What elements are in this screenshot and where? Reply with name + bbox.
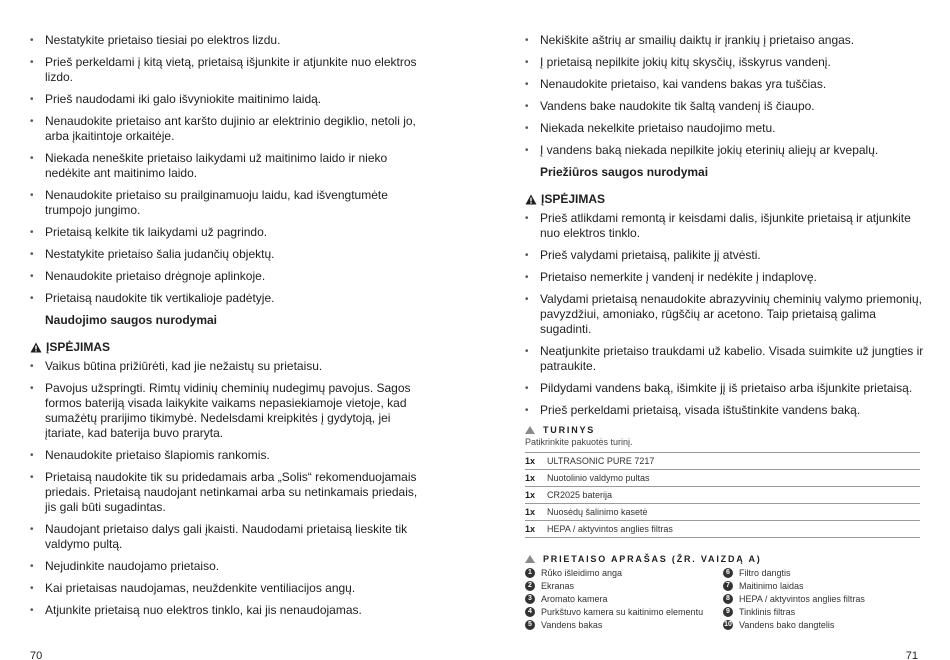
- table-row: [525, 470, 920, 487]
- qty-cell: 1x: [525, 487, 547, 504]
- part-label: HEPA / aktyvintos anglies filtras: [739, 593, 865, 604]
- qty-cell: 1x: [525, 504, 547, 521]
- number-badge: 9: [723, 607, 733, 617]
- number-badge: 8: [723, 594, 733, 604]
- contents-title-text: TURINYS: [543, 425, 596, 435]
- number-badge: 2: [525, 581, 535, 591]
- part-label: Vandens bakas: [541, 619, 603, 630]
- list-item: • Nekiškite aštrių ar smailių daiktų ir įrankių į prietaiso angas.: [525, 33, 925, 48]
- left-bullets-b: [30, 359, 430, 618]
- care-safety-heading: Priežiūros saugos nurodymai: [540, 165, 709, 179]
- part-label: Tinklinis filtras: [739, 606, 796, 617]
- list-item: • Neatjunkite prietaiso traukdami už kabelio. Visada suimkite už jungties ir patraukite.: [525, 344, 925, 374]
- qty-cell: 1x: [525, 521, 547, 538]
- warning-heading: [30, 340, 430, 355]
- list-item: • Niekada neneškite prietaiso laikydami už maitinimo laido ir nieko nedėkite ant maitinimo laido.: [30, 151, 430, 181]
- page-number-left: 70: [30, 650, 43, 660]
- description-title: [525, 554, 925, 564]
- list-item: • Naudojant prietaiso dalys gali įkaisti. Naudodami prietaisą lieskite tik valdymo pultą.: [30, 522, 430, 552]
- parts-list: [525, 566, 925, 631]
- part-item: [723, 579, 921, 592]
- list-item: • Prietaisą naudokite tik vertikalioje padėtyje.: [30, 291, 430, 306]
- list-item: • Į prietaisą nepilkite jokių kitų skysčių, išskyrus vandenį.: [525, 55, 925, 70]
- part-item: [723, 566, 921, 579]
- list-item: • Nestatykite prietaiso tiesiai po elektros lizdu.: [30, 33, 430, 48]
- list-item: • Vaikus būtina prižiūrėti, kad jie nežaistų su prietaisu.: [30, 359, 430, 374]
- triangle-icon: [525, 426, 535, 434]
- item-cell: ULTRASONIC PURE 7217: [547, 453, 920, 470]
- list-item: • Kai prietaisas naudojamas, neuždenkite ventiliacijos angų.: [30, 581, 430, 596]
- warning-icon: [525, 194, 537, 205]
- list-item: • Vandens bake naudokite tik šaltą vandenį iš čiaupo.: [525, 99, 925, 114]
- number-badge: 7: [723, 581, 733, 591]
- list-item: • Į vandens baką niekada nepilkite jokių eterinių aliejų ar kvepalų.: [525, 143, 925, 158]
- list-item: • Nenaudokite prietaiso su prailginamuoju laidu, kad išvengtumėte trumpojo jungimo.: [30, 188, 430, 218]
- usage-safety-heading: Naudojimo saugos nurodymai: [45, 313, 218, 327]
- part-item: [525, 566, 723, 579]
- part-label: Purkštuvo kamera su kaitinimo elementu: [541, 606, 704, 617]
- part-item: [525, 579, 723, 592]
- list-item: • Nenaudokite prietaiso ant karšto dujinio ar elektrinio degiklio, netoli jo, arba įkaitintoje orkaitėje.: [30, 114, 430, 144]
- item-cell: CR2025 baterija: [547, 487, 920, 504]
- number-badge: 3: [525, 594, 535, 604]
- contents-note: Patikrinkite pakuotės turinį.: [525, 437, 633, 447]
- number-badge: 4: [525, 607, 535, 617]
- list-item: • Niekada nekelkite prietaiso naudojimo metu.: [525, 121, 925, 136]
- list-item: • Prietaisą kelkite tik laikydami už pagrindo.: [30, 225, 430, 240]
- list-item: • Prietaiso nemerkite į vandenį ir nedėkite į indaplovę.: [525, 270, 925, 285]
- contents-table: [525, 452, 920, 538]
- list-item: • Prieš valydami prietaisą, palikite jį atvėsti.: [525, 248, 925, 263]
- part-item: [525, 605, 723, 618]
- part-label: Aromato kamera: [541, 593, 608, 604]
- left-page: [30, 33, 430, 625]
- part-label: Vandens bako dangtelis: [739, 619, 835, 630]
- item-cell: Nuosėdų šalinimo kasetė: [547, 504, 920, 521]
- number-badge: 5: [525, 620, 535, 630]
- right-bullets-a: [525, 33, 925, 158]
- list-item: • Prieš perkeldami prietaisą, visada ištuštinkite vandens baką.: [525, 403, 925, 418]
- part-label: Ekranas: [541, 580, 575, 591]
- list-item: • Prietaisą naudokite tik su pridedamais arba „Solis“ rekomenduojamais priedais. Prietaisą naudojant netinkamai arba su netinkamais priedais, jis gali būti sugadintas.: [30, 470, 430, 515]
- triangle-icon: [525, 555, 535, 563]
- list-item: • Pildydami vandens baką, išimkite jį iš prietaiso arba išjunkite prietaisą.: [525, 381, 925, 396]
- table-row: [525, 487, 920, 504]
- list-item: • Prieš atlikdami remontą ir keisdami dalis, išjunkite prietaisą ir atjunkite nuo elektros tinklo.: [525, 211, 925, 241]
- warning-icon: [30, 342, 42, 353]
- list-item: • Nenaudokite prietaiso šlapiomis rankomis.: [30, 448, 430, 463]
- number-badge: 6: [723, 568, 733, 578]
- part-label: Rūko išleidimo anga: [541, 567, 623, 578]
- part-label: Filtro dangtis: [739, 567, 791, 578]
- list-item: • Pavojus užspringti. Rimtų vidinių cheminių nudegimų pavojus. Sagos formos bateriją visada laikykite vaikams nepasiekiamoje vietoje, kad sumažėtų prarijimo tikimybė. Nedelsdami kreipkitės į gydytoją, jei įtariate, kad baterija buvo praryta.: [30, 381, 430, 441]
- left-bullets-a: [30, 33, 430, 306]
- right-page: [525, 33, 925, 631]
- warning-label: ĮSPĖJIMAS: [46, 340, 111, 354]
- list-item: • Nestatykite prietaiso šalia judančių objektų.: [30, 247, 430, 262]
- part-label: Maitinimo laidas: [739, 580, 804, 591]
- part-item: [525, 618, 723, 631]
- part-item: [723, 605, 921, 618]
- table-row: [525, 504, 920, 521]
- list-item: • Nenaudokite prietaiso, kai vandens bakas yra tuščias.: [525, 77, 925, 92]
- contents-title: [525, 425, 925, 435]
- table-row: [525, 453, 920, 470]
- list-item: • Prieš naudodami iki galo išvyniokite maitinimo laidą.: [30, 92, 430, 107]
- table-row: [525, 521, 920, 538]
- list-item: • Atjunkite prietaisą nuo elektros tinklo, kai jis nenaudojamas.: [30, 603, 430, 618]
- list-item: • Valydami prietaisą nenaudokite abrazyvinių cheminių valymo priemonių, pavyzdžiui, amoniako, rūgščių ar acetono. Taip prietaisą galima sugadinti.: [525, 292, 925, 337]
- number-badge: 1: [525, 568, 535, 578]
- qty-cell: 1x: [525, 453, 547, 470]
- item-cell: Nuotolinio valdymo pultas: [547, 470, 920, 487]
- qty-cell: 1x: [525, 470, 547, 487]
- description-title-text: PRIETAISO APRAŠAS (ŽR. VAIZDĄ A): [543, 554, 762, 564]
- warning-heading: [525, 192, 925, 207]
- right-bullets-b: [525, 211, 925, 418]
- part-item: [723, 618, 921, 631]
- warning-label: ĮSPĖJIMAS: [541, 192, 606, 206]
- list-item: • Nenaudokite prietaiso drėgnoje aplinkoje.: [30, 269, 430, 284]
- number-badge: 10: [724, 621, 732, 628]
- list-item: • Prieš perkeldami į kitą vietą, prietaisą išjunkite ir atjunkite nuo elektros lizdo.: [30, 55, 430, 85]
- page-number-right: 71: [905, 650, 918, 660]
- list-item: • Nejudinkite naudojamo prietaiso.: [30, 559, 430, 574]
- part-item: [525, 592, 723, 605]
- part-item: [723, 592, 921, 605]
- item-cell: HEPA / aktyvintos anglies filtras: [547, 521, 920, 538]
